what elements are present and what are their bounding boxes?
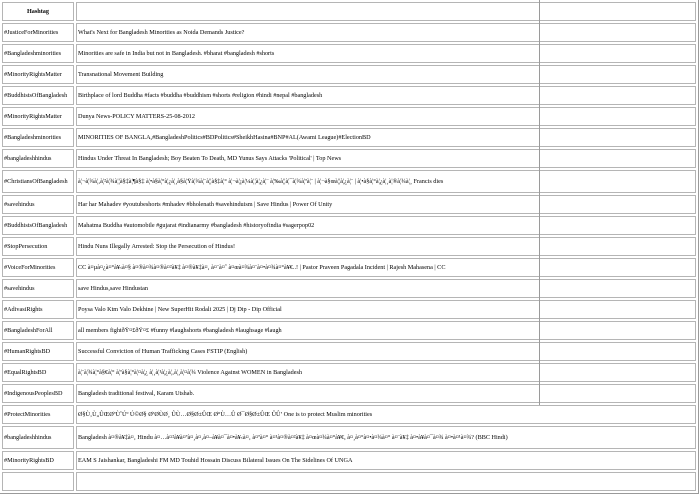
title-cell: à¦¬à¦¾à¦‚à¦²à¦¾à¦¦à§‡à¦¶à§‡ à¦•à§à¦°à¦¿à¦¸à§à¦Ÿà¦¾à¦¨à¦¦à§‡à¦° à¦¬à¦¡à¦¼à¦¦à¦¿à¦¨ à¦‰à¦¦à¦¯à¦¾à¦ªà¦¨ | à¦¬à§œà¦¦à¦¿à¦¨ | à¦•à§à¦°à¦¿à¦¸à¦®à¦¾à¦¸ Francis dies <box>76 170 696 193</box>
title-cell: Birthplace of lord Buddha #facts #buddha #buddhism #shorts #religion #hindi #nepal #bangladesh <box>76 86 696 105</box>
table-row <box>2 23 696 42</box>
hashtag-cell: #VoiceForMinorities <box>2 258 74 277</box>
title-cell: Bangladesh traditional festival, Karam Utshab. <box>76 384 696 403</box>
hashtag-cell: #savehindus <box>2 279 74 298</box>
table-row <box>2 472 696 491</box>
hashtag-cell: #MinorityRightsBD <box>2 451 74 470</box>
title-cell: Successful Conviction of Human Trafficking Cases FSTIP (English) <box>76 342 696 361</box>
hashtag-cell: #bangladeshhindus <box>2 149 74 168</box>
table-row <box>2 65 696 84</box>
column-header-hashtag: Hashtag <box>2 2 74 21</box>
table-header-row <box>2 2 696 21</box>
hashtag-cell: #Bangladeshminorities <box>2 128 74 147</box>
table-row <box>2 86 696 105</box>
table-row <box>2 451 696 470</box>
hashtag-cell: #AdivasiRights <box>2 300 74 319</box>
hashtag-cell: #JusticeForMinorities <box>2 23 74 42</box>
hashtag-cell: #BangladeshForAll <box>2 321 74 340</box>
hashtag-cell: #IndigenousPeoplesBD <box>2 384 74 403</box>
title-cell: Bangladesh à¤®à¥‡à¤‚ Hindu à¤…à¤²à¥à¤ªà¤¸à¤‚à¤–à¥à¤¯à¤•à¥‹à¤‚ à¤ªà¤° à¤¹à¤®à¤²à¥‡ à¤œà¤¾à¤°à¥€, à¤¸à¤°à¤•à¤¾à¤° à¤¨à¥‡ à¤•à¥à¤¯à¤¾ à¤•à¤¹à¤¾? (BBC Hindi) <box>76 426 696 449</box>
table-row <box>2 426 696 449</box>
table-row <box>2 128 696 147</box>
title-cell: à¦¨à¦¾à¦°à§€à¦° à¦ªà§à¦°à¦¤à¦¿ à¦¸à¦¹à¦¿à¦‚à¦¸à¦¤à¦¾ Violence Against WOMEN in Bangladesh <box>76 363 696 382</box>
title-cell: Transnational Movement Building <box>76 65 696 84</box>
table-row <box>2 170 696 193</box>
table-row <box>2 300 696 319</box>
title-cell: Ø§Ù‚Ù„ÛŒØªÙˆÚº Ú©Ø§ ØªØÙØ¸ ÛÙ…Ø§Ø±ÛŒ Ø°Ù…Û Ø¯Ø§Ø±ÛŒ ÛÛ’ One is to protect Muslim minorities <box>76 405 696 424</box>
title-cell: EAM S Jaishankar, Bangladeshi FM MD Touhid Hossain Discuss Bilateral Issues On The Sidelines Of UNGA <box>76 451 696 470</box>
title-cell: Minorities are safe in India but not in Bangladesh. #bharat #bangladesh #shorts <box>76 44 696 63</box>
table-row <box>2 405 696 424</box>
title-cell: CC à¤µà¤¿à¤°à¥‹à¤§ à¤®à¤¾à¤®à¤²à¥‡ à¤®à¥‡à¤‚ à¤¨à¤ˆ à¤œà¤¾à¤¨à¤•à¤¾à¤°à¥€..! | Pastor Praveen Pagadala Incident | Rajesh Mahasena | CC <box>76 258 696 277</box>
title-cell: Har har Mahadev #youtubeshorts #mhadev #bholenath #savehinduism | Save Hindus | Power Of Unity <box>76 195 696 214</box>
table-row <box>2 321 696 340</box>
hashtag-cell: #BuddhistsOfBangladesh <box>2 86 74 105</box>
title-cell: Hindus Under Threat In Bangladesh; Boy Beaten To Death, MD Yunus Says Attacks 'Political' | Top News <box>76 149 696 168</box>
title-cell: Dunya News-POLICY MATTERS-25-08-2012 <box>76 107 696 126</box>
table-row <box>2 237 696 256</box>
hashtag-cell: #BuddhistsOfBangladesh <box>2 216 74 235</box>
title-cell <box>76 472 696 491</box>
table-row <box>2 107 696 126</box>
hashtag-cell: #MinorityRightsMatter <box>2 65 74 84</box>
hashtag-cell: #StopPersecution <box>2 237 74 256</box>
table-row <box>2 384 696 403</box>
title-cell: save Hindus,save Hindustan <box>76 279 696 298</box>
title-cell: Hindu Nuns Illegally Arrested: Stop the Persecution of Hindus! <box>76 237 696 256</box>
table-row <box>2 216 696 235</box>
table-row <box>2 363 696 382</box>
hashtag-cell: #ChristiansOfBangladesh <box>2 170 74 193</box>
column-header-title <box>76 2 696 21</box>
title-cell: Poysa Valo Ktm Valo Dekhine | New SuperHit Rodali 2025 | Dj Dip - Dip Official <box>76 300 696 319</box>
title-cell: all members fightðŸ¤£ðŸ¤£ #funny #laughshorts #bangladesh #laughsage #laugh <box>76 321 696 340</box>
table-row <box>2 195 696 214</box>
table-row <box>2 258 696 277</box>
hashtag-cell: #bangladeshhindus <box>2 426 74 449</box>
hashtag-cell: #HumanRightsBD <box>2 342 74 361</box>
hashtag-cell: #Bangladeshminorities <box>2 44 74 63</box>
table-row <box>2 279 696 298</box>
title-cell: Mahatma Buddha #automobile #gujarat #indianarmy #bangladesh #historyofindia #sagerpop02 <box>76 216 696 235</box>
title-cell: What's Next for Bangladesh Minorities as Noida Demands Justice? <box>76 23 696 42</box>
hashtag-cell: #EqualRightsBD <box>2 363 74 382</box>
hashtag-cell: #savehindus <box>2 195 74 214</box>
hashtag-cell: #ProtectMinorities <box>2 405 74 424</box>
hashtag-cell <box>2 472 74 491</box>
scroll-edge-divider <box>539 0 540 405</box>
table-row <box>2 44 696 63</box>
hashtag-cell: #MinorityRightsMatter <box>2 107 74 126</box>
title-cell: MINORITIES OF BANGLA,#BangladeshPolitics#BDPolitics#SheikhHasina#BNP#AL(Awami League)#ElectionBD <box>76 128 696 147</box>
table-row <box>2 342 696 361</box>
table-row <box>2 149 696 168</box>
